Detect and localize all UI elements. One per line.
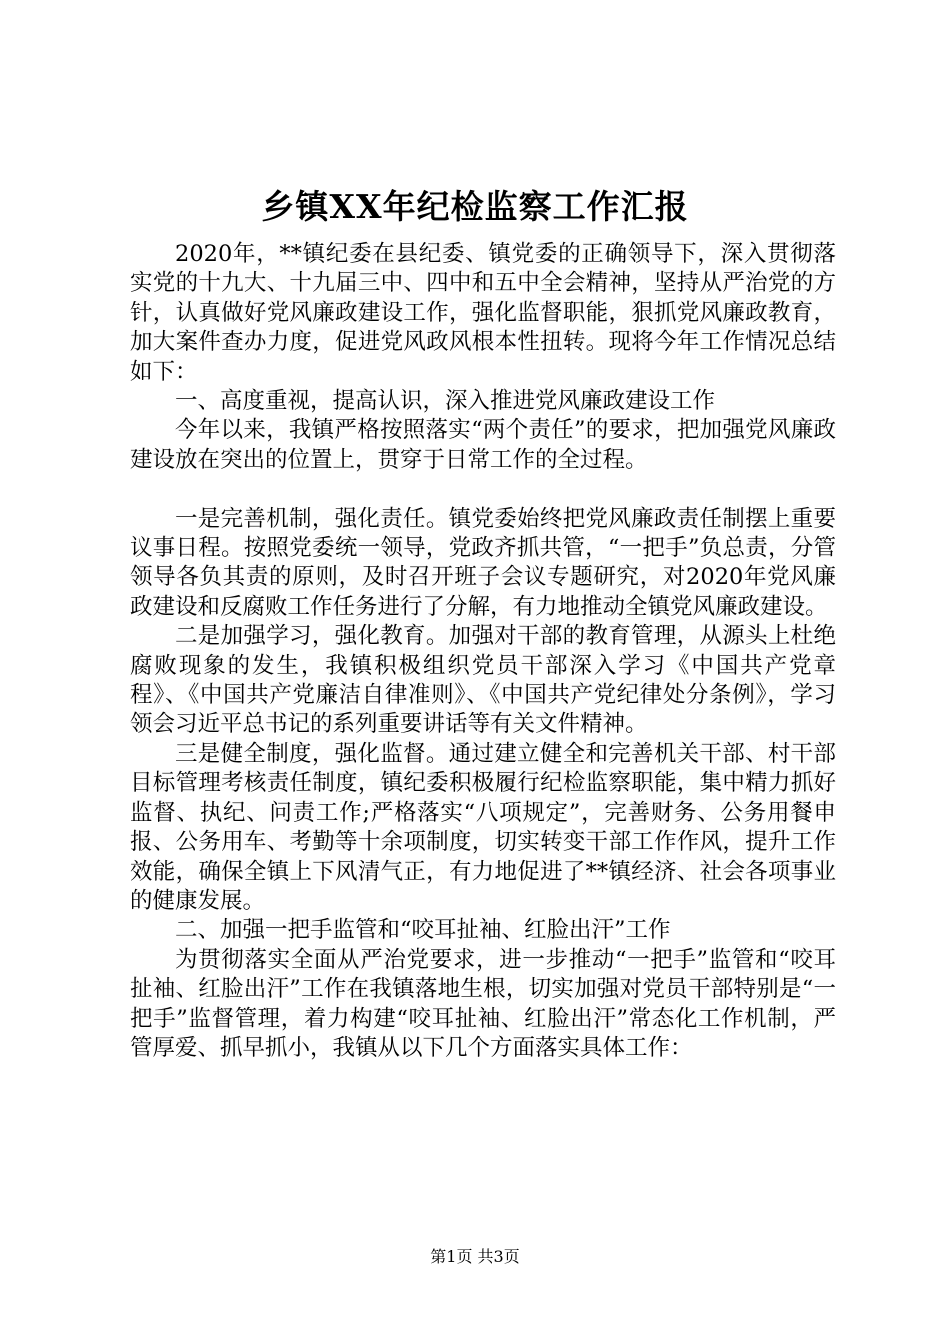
page-number: 第1页 共3页: [430, 1247, 520, 1266]
paragraph-leader-supervision: 为贯彻落实全面从严治党要求，进一步推动“一把手”监管和“咬耳扯袖、红脸出汗”工作在我镇落地生根，切实加强对党员干部特别是“一把手”监督管理，着力构建“咬耳扯袖、红脸出汗”常态化工作机制，严管厚爱、抓早抓小，我镇从以下几个方面落实具体工作：: [130, 946, 836, 1061]
paragraph-intro: 2020年，**镇纪委在县纪委、镇党委的正确领导下，深入贯彻落实党的十九大、十九届三中、四中和五中全会精神，坚持从严治党的方针，认真做好党风廉政建设工作，强化监督职能，狠抓党风廉政教育，加大案件查办力度，促进党风政风根本性扭转。现将今年工作情况总结如下：: [130, 241, 836, 385]
section-heading-1: 一、高度重视，提高认识，深入推进党风廉政建设工作: [175, 388, 716, 415]
paragraph-responsibility: 今年以来，我镇严格按照落实“两个责任”的要求，把加强党风廉政建设放在突出的位置上，贯穿于日常工作的全过程。: [130, 417, 836, 473]
section-heading-2: 二、加强一把手监管和“咬耳扯袖、红脸出汗”工作: [175, 917, 671, 944]
document-title: 乡镇XX年纪检监察工作汇报: [261, 187, 689, 226]
paragraph-mechanism: 一是完善机制，强化责任。镇党委始终把党风廉政责任制摆上重要议事日程。按照党委统一领导，党政齐抓共管，“一把手”负总责，分管领导各负其责的原则，及时召开班子会议专题研究，对2020年党风廉政建设和反腐败工作任务进行了分解，有力地推动全镇党风廉政建设。: [130, 505, 836, 620]
document-body: [130, 240, 836, 1063]
paragraph-education: 二是加强学习，强化教育。加强对干部的教育管理，从源头上杜绝腐败现象的发生，我镇积极组织党员干部深入学习《中国共产党章程》、《中国共产党廉洁自律准则》、《中国共产党纪律处分条例》，学习领会习近平总书记的系列重要讲话等有关文件精神。: [130, 623, 836, 738]
paragraph-supervision: 三是健全制度，强化监督。通过建立健全和完善机关干部、村干部目标管理考核责任制度，镇纪委积极履行纪检监察职能，集中精力抓好监督、执纪、问责工作;严格落实“八项规定”，完善财务、公务用餐申报、公务用车、考勤等十余项制度，切实转变干部工作作风，提升工作效能，确保全镇上下风清气正，有力地促进了**镇经济、社会各项事业的健康发展。: [130, 740, 836, 914]
